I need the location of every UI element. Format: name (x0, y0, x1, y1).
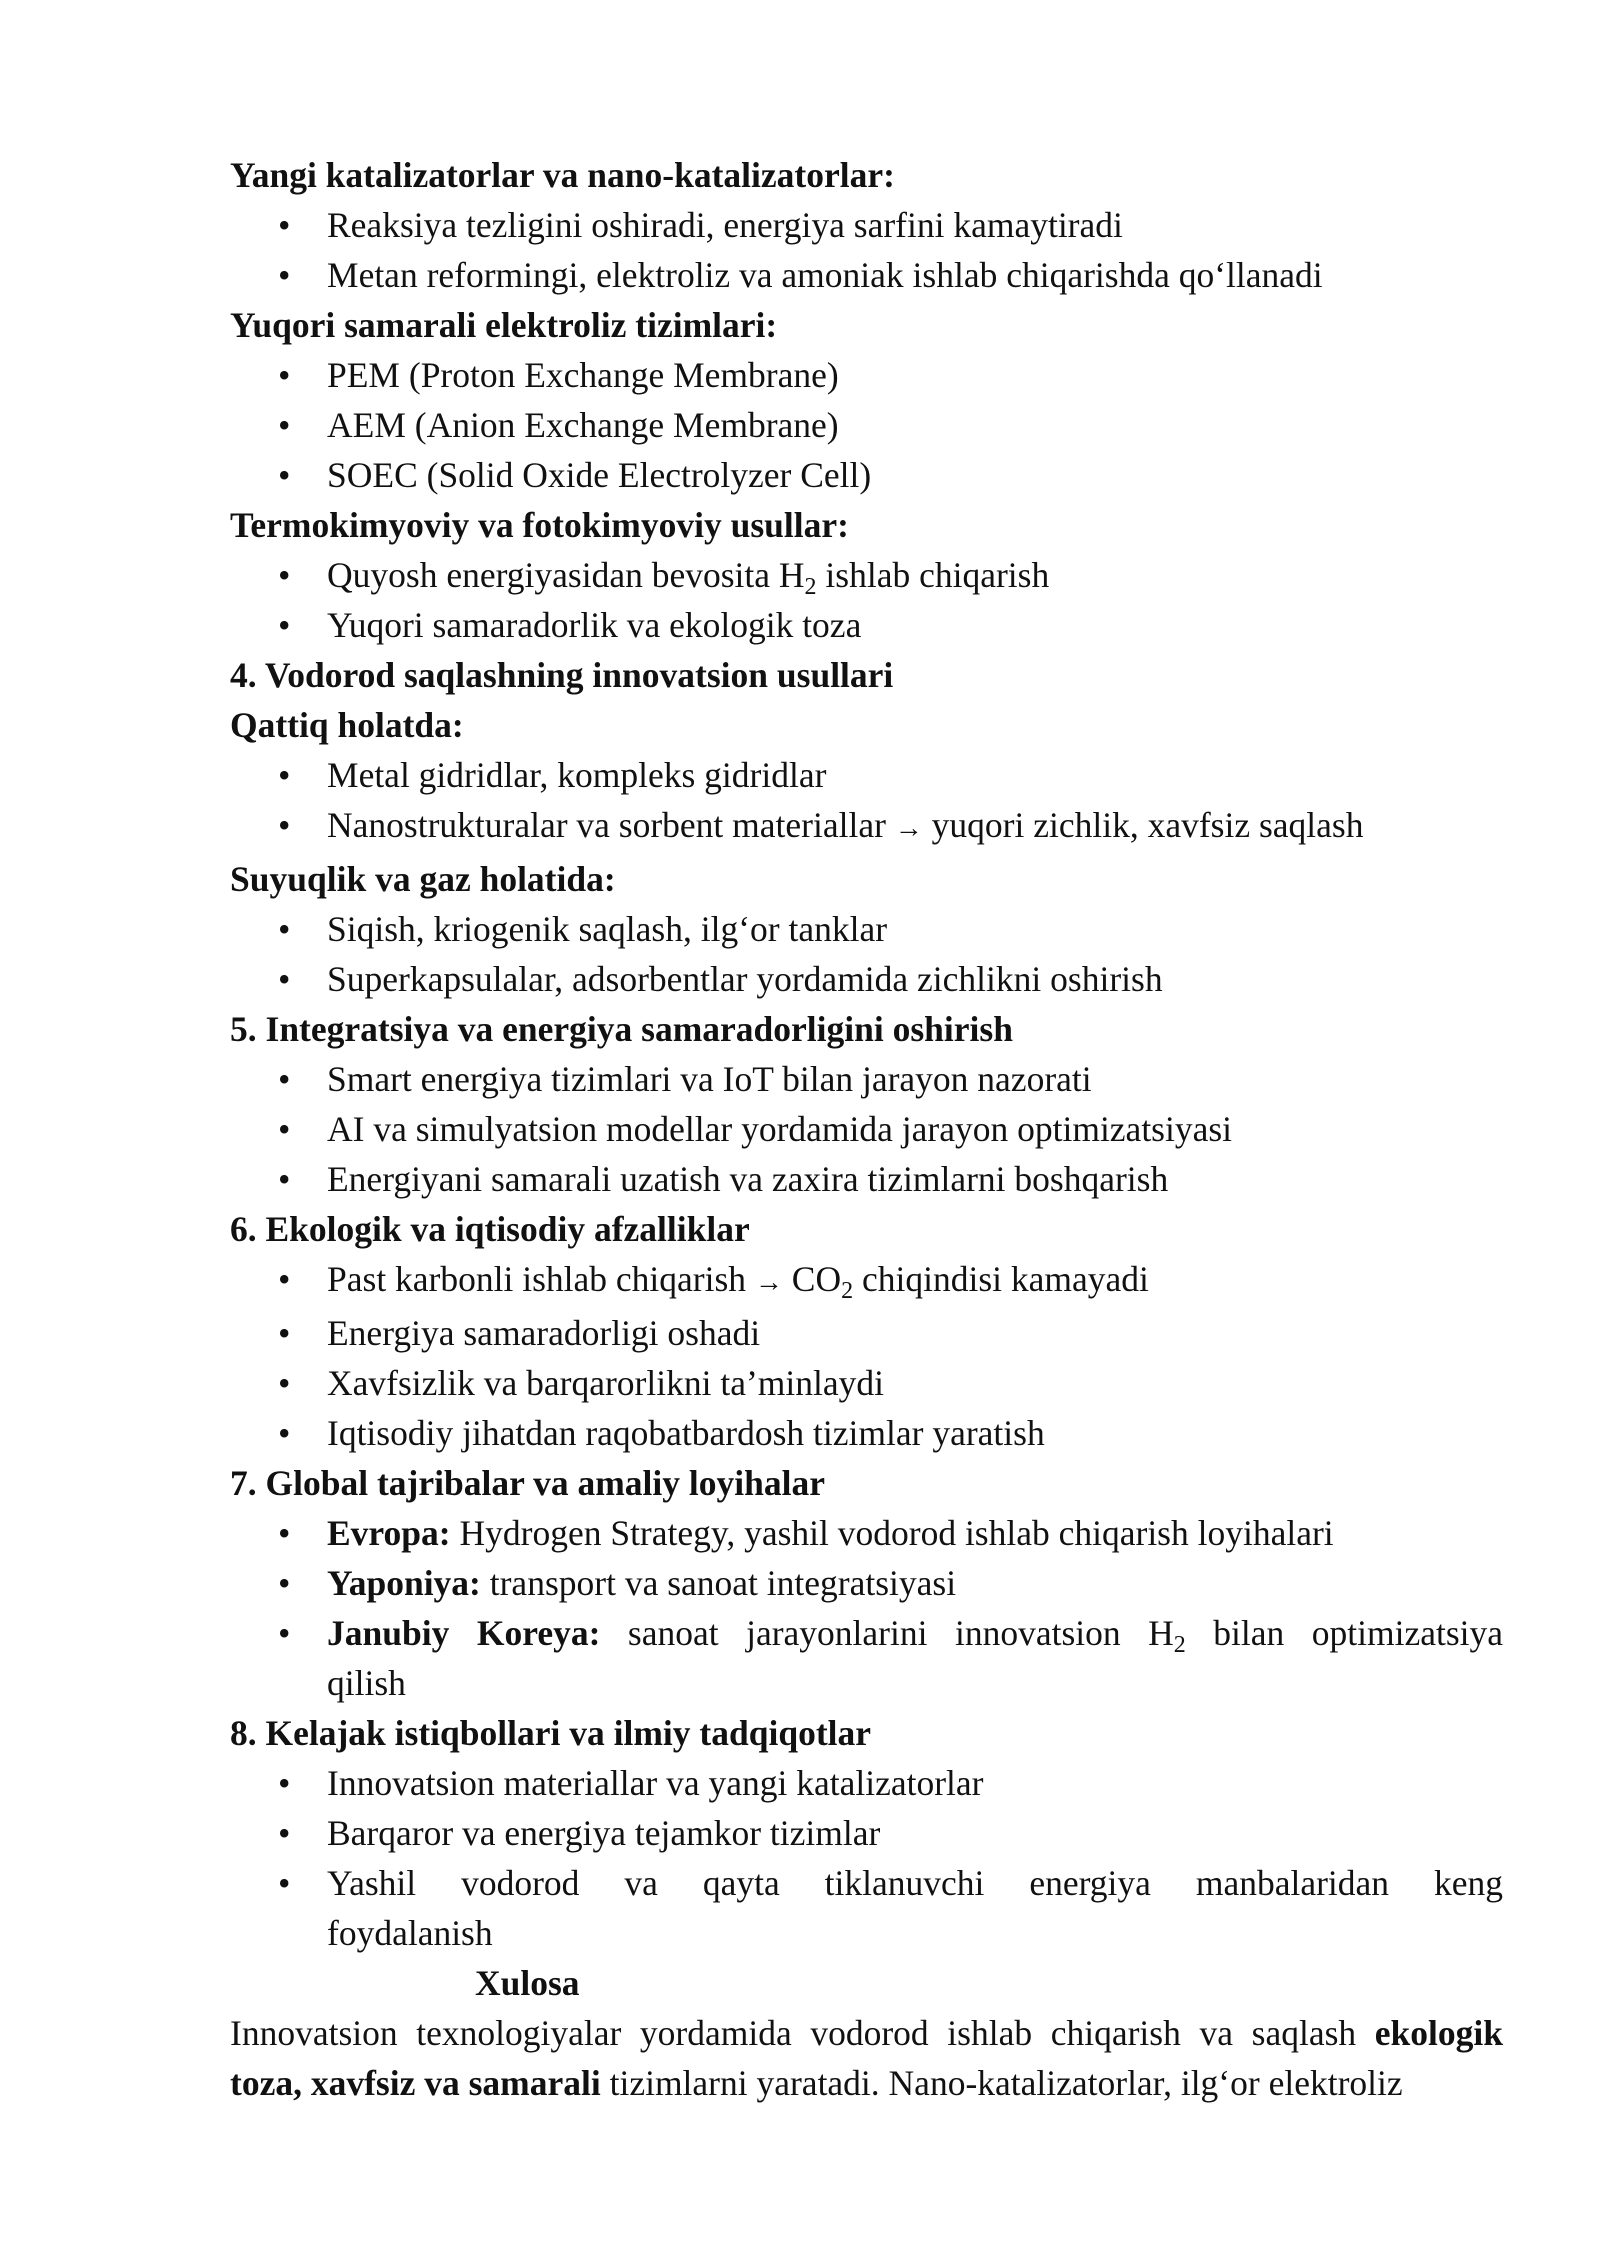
subscript: 2 (804, 574, 817, 600)
bullet-list (230, 1054, 1503, 1204)
list-item (230, 1254, 1503, 1308)
list-item-text: ishlab chiqarish (816, 555, 1050, 595)
section-heading: Termokimyoviy va fotokimyoviy usullar: (230, 505, 849, 545)
bullet-list (230, 750, 1503, 854)
paragraph-text: Innovatsion texnologiyalar yordamida vodorod ishlab chiqarish va saqlash (230, 2013, 1375, 2053)
subsection-heading: Qattiq holatda: (230, 705, 464, 745)
list-item-text: CO (782, 1259, 842, 1299)
bullet-list (230, 200, 1503, 300)
section-heading: Yangi katalizatorlar va nano-katalizatorlar: (230, 155, 895, 195)
section-heading: Yuqori samarali elektroliz tizimlari: (230, 305, 778, 345)
list-item: • Metan reformingi, elektroliz va amoniak ishlab chiqarishda qo‘llanadi (230, 250, 1503, 300)
list-item-text: sanoat jarayonlarini innovatsion H (600, 1613, 1174, 1653)
list-item (230, 800, 1503, 854)
list-item: • PEM (Proton Exchange Membrane) (230, 350, 1503, 400)
list-item (230, 1608, 1503, 1708)
list-item-text: transport va sanoat integratsiyasi (480, 1563, 957, 1603)
list-item-text: Nanostrukturalar va sorbent materiallar (327, 805, 895, 845)
list-item-text: Past karbonli ishlab chiqarish (327, 1259, 755, 1299)
list-item: • Energiyani samarali uzatish va zaxira tizimlarni boshqarish (230, 1154, 1503, 1204)
list-item: • Superkapsulalar, adsorbentlar yordamida zichlikni oshirish (230, 954, 1503, 1004)
list-item-bold: Evropa: (327, 1513, 451, 1553)
list-item: • Xavfsizlik va barqarorlikni ta’minlaydi (230, 1358, 1503, 1408)
bullet-list (230, 904, 1503, 1004)
section-heading: 8. Kelajak istiqbollari va ilmiy tadqiqotlar (230, 1713, 872, 1753)
paragraph-text: tizimlarni yaratadi. Nano-katalizatorlar, ilg‘or elektroliz (600, 2063, 1403, 2103)
list-item-bold: Yaponiya: (327, 1563, 481, 1603)
list-item (230, 1558, 1503, 1608)
bullet-list (230, 350, 1503, 500)
section-heading: 5. Integratsiya va energiya samaradorligini oshirish (230, 1009, 1013, 1049)
subsection-heading: Suyuqlik va gaz holatida: (230, 859, 616, 899)
list-item: • AI va simulyatsion modellar yordamida jarayon optimizatsiyasi (230, 1104, 1503, 1154)
justified-line (327, 1608, 1503, 1658)
list-item-text: Quyosh energiyasidan bevosita H (327, 555, 805, 595)
list-item-text: bilan optimizatsiya (1185, 1613, 1504, 1653)
bullet-list (230, 1508, 1503, 1708)
subscript: 2 (1173, 1632, 1186, 1658)
section-heading: 7. Global tajribalar va amaliy loyihalar (230, 1463, 825, 1503)
list-item: • Iqtisodiy jihatdan raqobatbardosh tizimlar yaratish (230, 1408, 1503, 1458)
list-item: • Barqaror va energiya tejamkor tizimlar (230, 1808, 1503, 1858)
list-item: • Yuqori samaradorlik va ekologik toza (230, 600, 1503, 650)
list-item: • SOEC (Solid Oxide Electrolyzer Cell) (230, 450, 1503, 500)
list-item: • Metal gidridlar, kompleks gidridlar (230, 750, 1503, 800)
list-item (230, 1858, 1503, 1958)
list-item (230, 1508, 1503, 1558)
section-heading: 4. Vodorod saqlashning innovatsion usullari (230, 655, 894, 695)
list-item-bold: Janubiy Koreya: (327, 1613, 601, 1653)
section-heading: 6. Ekologik va iqtisodiy afzalliklar (230, 1209, 750, 1249)
right-arrow-icon: → (894, 813, 923, 844)
bullet-list (230, 1758, 1503, 1958)
list-item: • Smart energiya tizimlari va IoT bilan jarayon nazorati (230, 1054, 1503, 1104)
subscript: 2 (841, 1278, 854, 1304)
conclusion-paragraph (230, 2008, 1503, 2108)
conclusion-heading: Xulosa (475, 1963, 580, 2003)
paragraph-bold: toza, xavfsiz va samarali (230, 2063, 601, 2103)
list-item-text: yuqori zichlik, xavfsiz saqlash (922, 805, 1364, 845)
bullet-list (230, 1254, 1503, 1458)
bullet-list (230, 550, 1503, 650)
justified-line: • Yashil vodorod va qayta tiklanuvchi energiya manbalaridan keng (327, 1863, 1503, 1903)
list-item: • Siqish, kriogenik saqlash, ilg‘or tanklar (230, 904, 1503, 954)
list-item: • Reaksiya tezligini oshiradi, energiya sarfini kamaytiradi (230, 200, 1503, 250)
list-item: • Innovatsion materiallar va yangi katalizatorlar (230, 1758, 1503, 1808)
right-arrow-icon: → (754, 1267, 783, 1298)
list-item-text: Hydrogen Strategy, yashil vodorod ishlab chiqarish loyihalari (450, 1513, 1334, 1553)
list-item: • Energiya samaradorligi oshadi (230, 1308, 1503, 1358)
list-item-continuation: foydalanish (327, 1913, 493, 1953)
list-item-text: chiqindisi kamayadi (853, 1259, 1149, 1299)
list-item-continuation: qilish (327, 1663, 406, 1703)
list-item: • AEM (Anion Exchange Membrane) (230, 400, 1503, 450)
list-item (230, 550, 1503, 600)
paragraph-bold: ekologik (1374, 2013, 1503, 2053)
